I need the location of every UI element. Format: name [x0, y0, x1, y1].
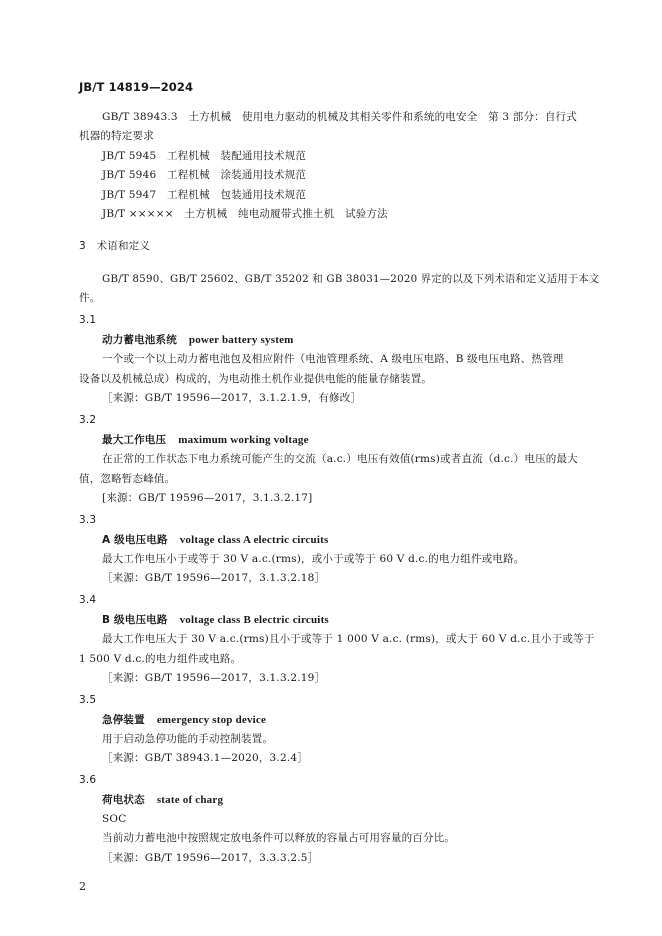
term-abbreviation: SOC	[102, 813, 127, 825]
term-name-cn: 荷电状态	[102, 794, 145, 806]
term-name-en: power battery system	[188, 334, 294, 346]
page-number: 2	[79, 880, 86, 893]
section-intro: GB/T 8590、GB/T 25602、GB/T 35202 和 GB 38031—2020 界定的以及下列术语和定义适用于本文	[102, 273, 600, 285]
term-title	[102, 333, 294, 347]
reference-line: JB/T 5945 工程机械 装配通用技术规范	[102, 150, 307, 162]
term-title	[102, 713, 266, 727]
reference-line: JB/T 5947 工程机械 包装通用技术规范	[102, 189, 307, 201]
reference-line: JB/T 5946 工程机械 涂装通用技术规范	[102, 169, 307, 181]
term-title	[102, 533, 328, 547]
document-header-id: JB/T 14819—2024	[79, 80, 194, 94]
term-number: 3.6	[79, 774, 97, 786]
term-name-cn: 最大工作电压	[102, 434, 167, 446]
term-source: [来源：GB/T 19596—2017，3.1.3.2.17]	[102, 492, 313, 504]
term-source: ［来源：GB/T 19596—2017，3.1.3.2.19］	[102, 672, 326, 684]
term-definition-cont: 设备以及机械总成）构成的，为电动推土机作业提供电能的能量存储装置。	[79, 373, 433, 385]
term-name-cn: B 级电压电路	[102, 614, 168, 626]
term-name-en: voltage class B electric circuits	[179, 614, 329, 626]
term-source: ［来源：GB/T 19596—2017，3.1.3.2.18］	[102, 572, 326, 584]
term-definition: 一个或一个以上动力蓄电池包及相应附件（电池管理系统、A 级电压电路、B 级电压电路、热管理	[102, 353, 564, 365]
term-source: ［来源：GB/T 38943.1—2020，3.2.4］	[102, 752, 308, 764]
term-title	[102, 793, 223, 807]
term-definition: 最大工作电压小于或等于 30 V a.c.(rms)，或小于或等于 60 V d.c.的电力组件或电路。	[102, 553, 525, 565]
section-intro-cont: 件。	[79, 292, 101, 304]
term-definition-cont: 1 500 V d.c.的电力组件或电路。	[79, 653, 242, 665]
term-title	[102, 433, 309, 447]
reference-line: GB/T 38943.3 土方机械 使用电力驱动的机械及其相关零件和系统的电安全 第 3 部分：自行式	[102, 111, 577, 123]
term-name-cn: 急停装置	[102, 714, 145, 726]
term-number: 3.2	[79, 414, 97, 426]
term-title	[102, 613, 329, 627]
term-definition: 用于启动急停功能的手动控制装置。	[102, 733, 274, 745]
term-number: 3.4	[79, 594, 97, 606]
term-number: 3.5	[79, 694, 97, 706]
term-number: 3.3	[79, 514, 97, 526]
reference-line-cont: 机器的特定要求	[79, 130, 154, 142]
term-name-cn: A 级电压电路	[102, 534, 168, 546]
term-definition-cont: 值，忽略暂态峰值。	[79, 473, 176, 485]
term-name-en: voltage class A electric circuits	[179, 534, 329, 546]
reference-line: JB/T ××××× 土方机械 纯电动履带式推土机 试验方法	[102, 208, 388, 220]
term-source: ［来源：GB/T 19596—2017，3.1.2.1.9，有修改］	[102, 392, 362, 404]
term-name-en: maximum working voltage	[178, 434, 309, 446]
term-definition: 在正常的工作状态下电力系统可能产生的交流（a.c.）电压有效值(rms)或者直流（d.c.）电压的最大	[102, 453, 578, 465]
term-name-en: emergency stop device	[156, 714, 267, 726]
term-definition: 当前动力蓄电池中按照规定放电条件可以释放的容量占可用容量的百分比。	[102, 832, 456, 844]
term-number: 3.1	[79, 314, 97, 326]
section-heading: 3 术语和定义	[79, 240, 151, 252]
term-name-cn: 动力蓄电池系统	[102, 334, 177, 346]
term-name-en: state of charg	[156, 794, 224, 806]
term-definition: 最大工作电压大于 30 V a.c.(rms)且小于或等于 1 000 V a.c. (rms)，或大于 60 V d.c.且小于或等于	[102, 633, 595, 645]
term-source: ［来源：GB/T 19596—2017，3.3.3.2.5］	[102, 852, 319, 864]
